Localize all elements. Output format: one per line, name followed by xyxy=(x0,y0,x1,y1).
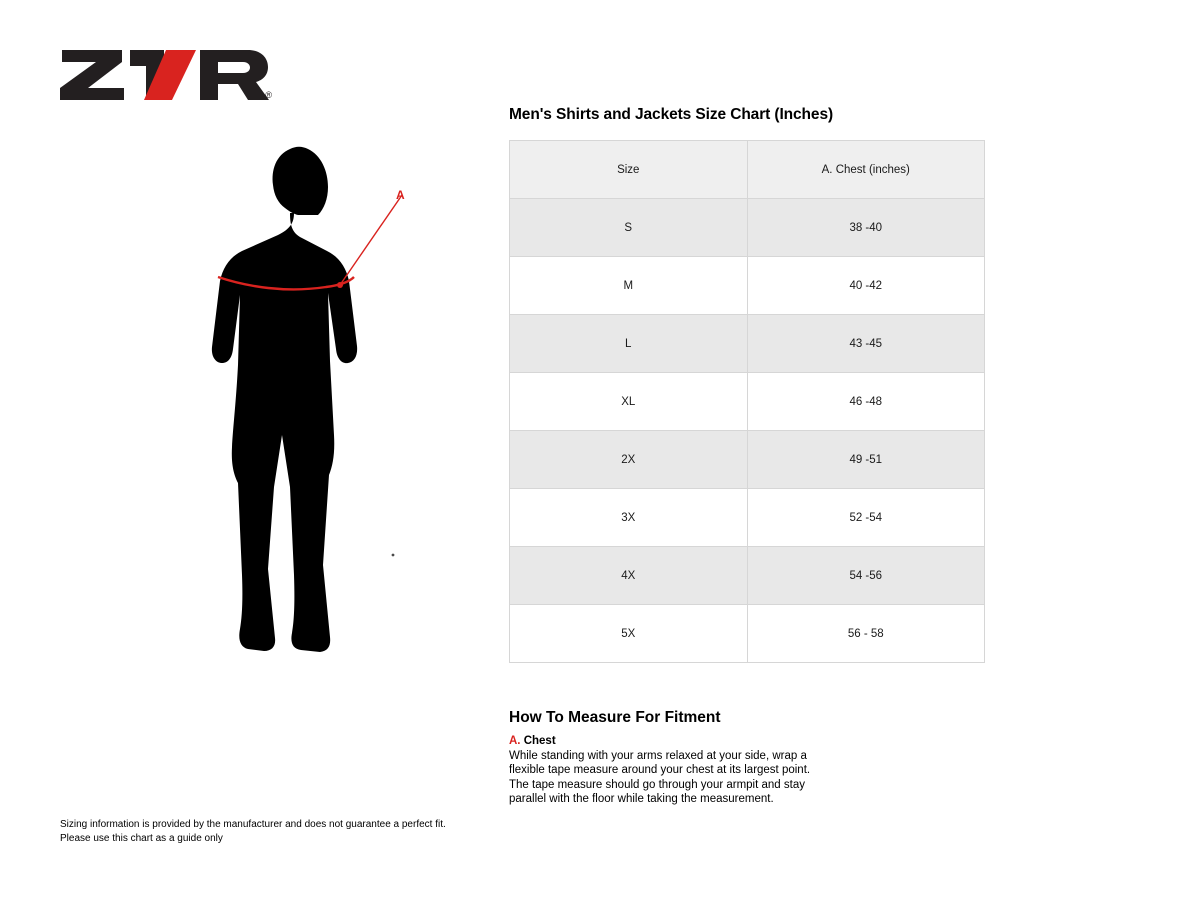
cell-chest: 40 -42 xyxy=(747,257,985,315)
table-row xyxy=(510,547,985,605)
male-body-silhouette xyxy=(190,135,460,675)
table-row xyxy=(510,373,985,431)
cell-chest: 43 -45 xyxy=(747,315,985,373)
measure-letter: A. xyxy=(509,735,521,747)
how-to-measure-title: How To Measure For Fitment xyxy=(509,709,721,726)
cell-size: 4X xyxy=(510,547,748,605)
cell-chest: 56 - 58 xyxy=(747,605,985,663)
measure-point-label-a: A xyxy=(396,188,405,202)
cell-size: M xyxy=(510,257,748,315)
disclaimer-line-2: Please use this chart as a guide only xyxy=(60,833,223,844)
how-to-measure-body: While standing with your arms relaxed at your side, wrap a flexible tape measure around your chest at its largest point. The tape measure should go through your armpit and stay parallel with the floor while taking the measurement. xyxy=(509,750,811,805)
cell-size: 3X xyxy=(510,489,748,547)
column-header-size: Size xyxy=(510,141,748,199)
size-chart-panel xyxy=(509,106,985,806)
registered-mark: ® xyxy=(265,90,272,100)
how-to-measure-section xyxy=(509,709,985,806)
cell-size: 5X xyxy=(510,605,748,663)
cell-chest: 49 -51 xyxy=(747,431,985,489)
how-to-measure-subtitle xyxy=(509,735,985,747)
cell-chest: 38 -40 xyxy=(747,199,985,257)
table-row xyxy=(510,199,985,257)
table-row xyxy=(510,431,985,489)
table-row xyxy=(510,489,985,547)
z1r-logo-icon xyxy=(60,46,270,102)
cell-chest: 52 -54 xyxy=(747,489,985,547)
body-figure-icon xyxy=(190,135,460,675)
cell-size: XL xyxy=(510,373,748,431)
column-header-chest: A. Chest (inches) xyxy=(747,141,985,199)
brand-logo xyxy=(60,46,270,102)
disclaimer xyxy=(60,818,446,846)
table-header-row xyxy=(510,141,985,199)
cell-chest: 54 -56 xyxy=(747,547,985,605)
disclaimer-line-1: Sizing information is provided by the manufacturer and does not guarantee a perfect fit. xyxy=(60,819,446,830)
measure-part-name: Chest xyxy=(523,735,556,747)
cell-chest: 46 -48 xyxy=(747,373,985,431)
page-title: Men's Shirts and Jackets Size Chart (Inches) xyxy=(509,106,834,123)
table-header xyxy=(510,141,985,199)
table-body xyxy=(510,199,985,663)
table-row xyxy=(510,605,985,663)
size-chart-table xyxy=(509,140,985,663)
table-row xyxy=(510,257,985,315)
cell-size: S xyxy=(510,199,748,257)
cell-size: L xyxy=(510,315,748,373)
cell-size: 2X xyxy=(510,431,748,489)
table-row xyxy=(510,315,985,373)
